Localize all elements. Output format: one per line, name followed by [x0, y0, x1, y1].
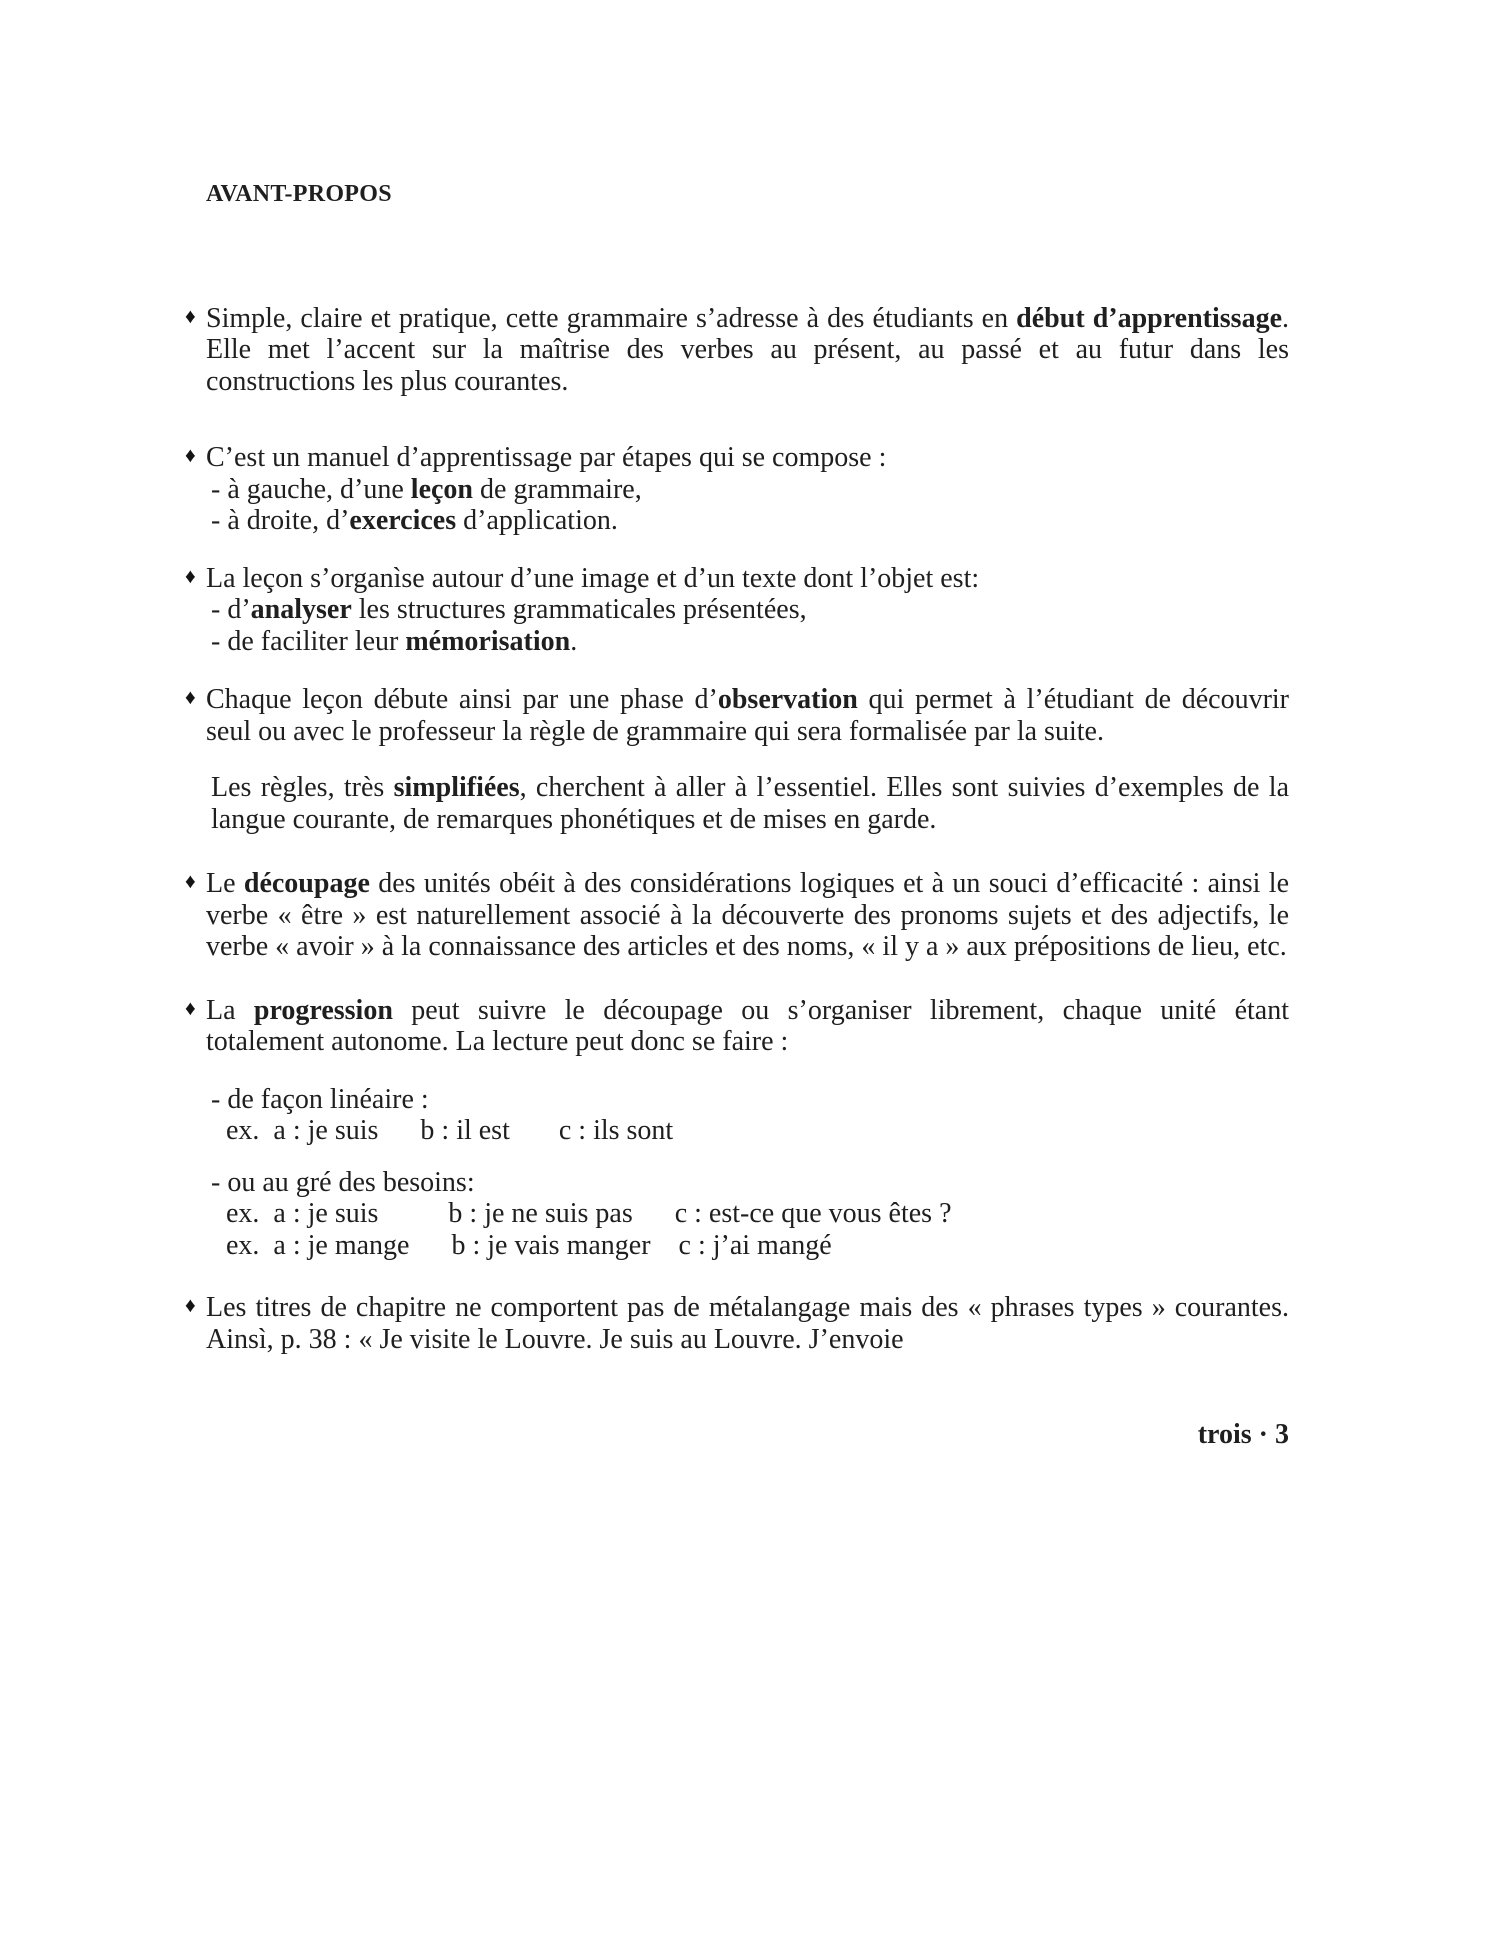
- sub-item: [211, 626, 1289, 658]
- text-segment-bold: découpage: [243, 868, 370, 899]
- sub-item: [211, 1084, 1289, 1116]
- text-segment: .: [570, 625, 578, 657]
- diamond-bullet-icon: ♦: [185, 303, 196, 328]
- text-segment: ex. a : je mange b : je vais manger c : j’ai mangé: [226, 1229, 832, 1261]
- example-line: [226, 1115, 1289, 1147]
- text-segment: - à gauche, d’une: [211, 473, 411, 505]
- sub-item-lineaire: [206, 1084, 1289, 1116]
- sub-item: [211, 474, 1289, 506]
- example-line: [226, 1198, 1289, 1230]
- bullet-item-simple-claire: [185, 302, 1289, 398]
- text-segment: qui permet à l’étudiant de découvrir seul ou avec le professeur la règle de grammaire qui sera formalisée par la suite.: [206, 684, 1289, 747]
- paragraph: [206, 563, 1289, 595]
- text-segment: Les titres de chapitre ne comportent pas de métalangage mais des « phrases types » courantes. Ainsì, p. 38 : « Je visite le Louvre. Je suis au Louvre. J’envoie: [206, 1292, 1289, 1355]
- diamond-bullet-icon: ♦: [185, 563, 196, 588]
- text-segment: peut suivre le découpage ou s’organiser librement, chaque unité étant totalement autonome. La lecture peut donc se faire :: [206, 994, 1289, 1057]
- text-segment: ex. a : je suis b : je ne suis pas c : est-ce que vous êtes ?: [226, 1198, 952, 1229]
- example-line-block: [206, 1115, 1289, 1147]
- text-segment: les structures grammaticales présentées,: [351, 594, 807, 625]
- text-segment: Chaque leçon débute ainsi par une phase d’: [206, 684, 718, 715]
- text-segment: ex. a : je suis b : il est c : ils sont: [226, 1115, 674, 1146]
- text-segment: d’application.: [456, 505, 618, 536]
- text-segment: La leçon s’organìse autour d’une image et d’un texte dont l’objet est:: [206, 562, 980, 594]
- paragraph: [211, 772, 1289, 835]
- text-segment-bold: progression: [253, 994, 393, 1026]
- paragraph: [206, 442, 1289, 474]
- text-segment-bold: début d’apprentissage: [1016, 302, 1282, 334]
- bullet-item-observation: [185, 684, 1289, 747]
- text-segment-bold: observation: [717, 684, 858, 715]
- page-number-text: trois · 3: [1197, 1419, 1289, 1450]
- text-segment: de grammaire,: [473, 473, 642, 505]
- text-segment: . Elle met l’accent sur la maîtrise des verbes au présent, au passé et au futur dans les constructions les plus courantes.: [206, 302, 1289, 397]
- rules-paragraph-block: [206, 772, 1289, 835]
- paragraph: [206, 684, 1289, 747]
- text-segment-bold: leçon: [410, 473, 474, 505]
- text-segment-bold: mémorisation: [405, 625, 571, 657]
- text-segment: Le: [206, 868, 244, 899]
- page-number-footer: [206, 1419, 1289, 1451]
- text-segment: des unités obéit à des considérations logiques et à un souci d’efficacité : ainsi le verbe « être » est naturellement associé à la découverte des pronoms sujets et des adjectifs, le verbe « avoir » à la connaissance des articles et des noms, « il y a » aux prépositions de lieu, etc.: [206, 868, 1290, 962]
- paragraph: [206, 303, 1289, 398]
- text-segment: - ou au gré des besoins:: [211, 1166, 475, 1198]
- diamond-bullet-icon: ♦: [185, 1293, 196, 1317]
- diamond-bullet-icon: ♦: [185, 685, 196, 709]
- text-segment: - d’: [211, 594, 251, 625]
- bullet-item-progression: [185, 994, 1289, 1058]
- bullet-item-lecon: [185, 562, 1289, 658]
- page-content: [185, 0, 1290, 1451]
- example-line: [226, 1230, 1289, 1262]
- diamond-bullet-icon: ♦: [185, 869, 196, 893]
- diamond-bullet-icon: ♦: [185, 995, 196, 1020]
- text-segment-bold: simplifiées: [393, 772, 520, 803]
- diamond-bullet-icon: ♦: [185, 443, 196, 467]
- paragraph: [206, 1292, 1289, 1355]
- example-line-block: [206, 1230, 1289, 1262]
- bullet-item-titres: [185, 1292, 1289, 1355]
- sub-item: [211, 1167, 1289, 1199]
- text-segment-bold: exercices: [349, 505, 457, 536]
- sub-item-besoins: [206, 1167, 1289, 1199]
- paragraph: [206, 995, 1289, 1058]
- text-segment: Les règles, très: [211, 772, 394, 803]
- paragraph: [206, 868, 1289, 963]
- text-segment: - à droite, d’: [211, 505, 350, 536]
- sub-item: [211, 594, 1289, 626]
- bullet-item-manuel: [185, 442, 1289, 537]
- bullet-item-decoupage: [185, 868, 1290, 963]
- text-segment: C’est un manuel d’apprentissage par étapes qui se compose :: [206, 442, 887, 473]
- page-title: AVANT-PROPOS: [206, 181, 392, 207]
- text-segment: , cherchent à aller à l’essentiel. Elles sont suivies d’exemples de la langue courante, de remarques phonétiques et de mises en garde.: [211, 772, 1289, 835]
- text-segment: - de faciliter leur: [211, 625, 406, 657]
- text-segment: La: [206, 994, 254, 1026]
- text-segment-bold: analyser: [250, 594, 352, 625]
- text-segment: - de façon linéaire :: [211, 1083, 429, 1115]
- example-line-block: [206, 1198, 1289, 1230]
- text-segment: Simple, claire et pratique, cette grammaire s’adresse à des étudiants en: [206, 302, 1017, 334]
- sub-item: [211, 505, 1289, 537]
